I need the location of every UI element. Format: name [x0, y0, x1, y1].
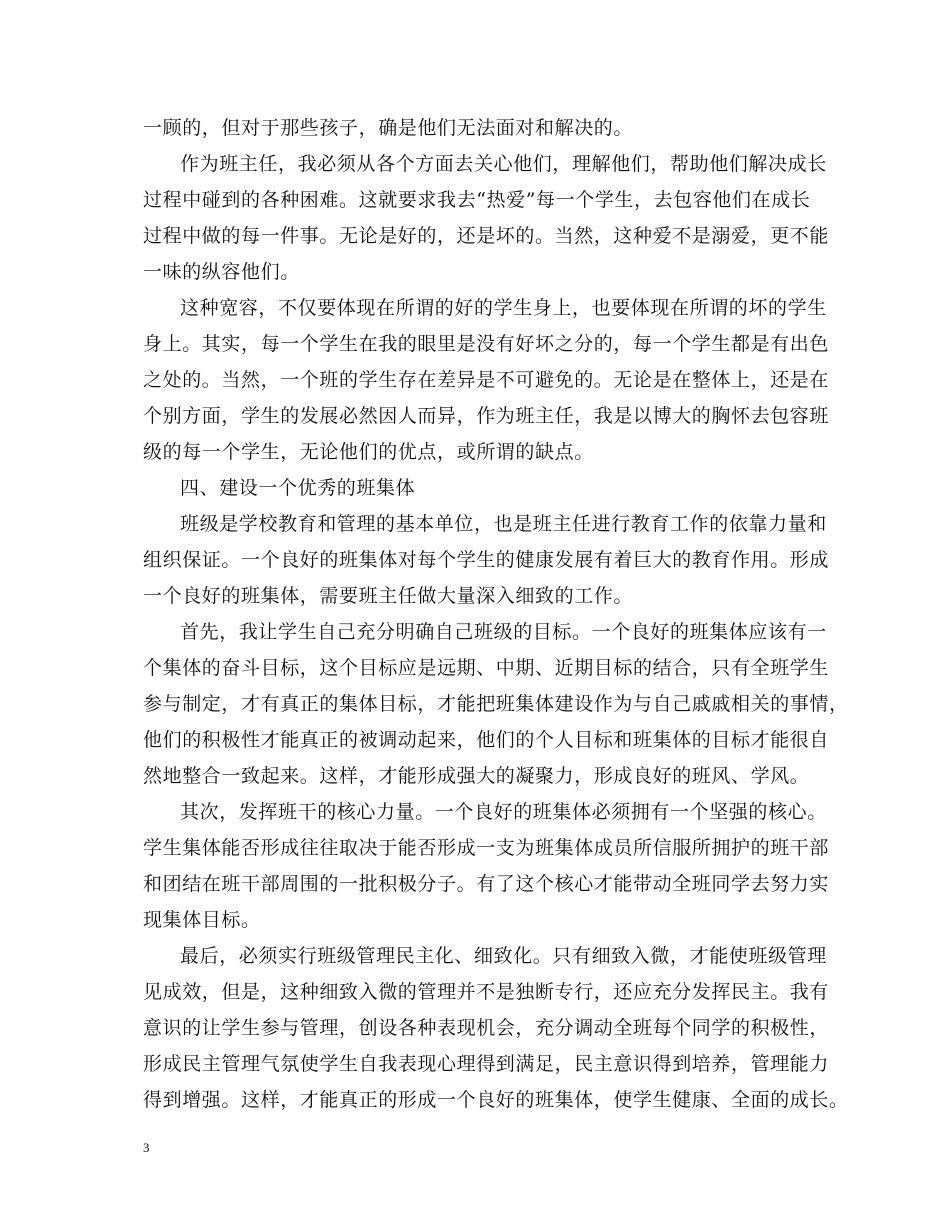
- text-line: 身上。其实，每一个学生在我的眼里是没有好坏之分的，每一个学生都是有出色: [143, 333, 830, 355]
- text-line: 过程中碰到的各种困难。这就要求我去“热爱”每一个学生，去包容他们在成长: [143, 189, 811, 211]
- text-line: 之处的。当然，一个班的学生存在差异是不可避免的。无论是在整体上，还是在: [143, 369, 830, 391]
- text-line: 他们的积极性才能真正的被调动起来，他们的个人目标和班集体的目标才能很自: [143, 729, 830, 751]
- text-line: 组织保证。一个良好的班集体对每个学生的健康发展有着巨大的教育作用。形成: [143, 549, 830, 571]
- text-line: 现集体目标。: [143, 909, 261, 931]
- page-number: 3: [143, 1140, 150, 1155]
- text-line: 见成效，但是，这种细致入微的管理并不是独断专行，还应充分发挥民主。我有: [143, 981, 830, 1003]
- text-line: 作为班主任，我必须从各个方面去关心他们，理解他们，帮助他们解决成长: [180, 153, 827, 175]
- text-line: 级的每一个学生，无论他们的优点，或所谓的缺点。: [143, 441, 594, 463]
- text-line: 学生集体能否形成往往取决于能否形成一支为班集体成员所信服所拥护的班干部: [143, 837, 830, 859]
- text-line: 和团结在班干部周围的一批积极分子。有了这个核心才能带动全班同学去努力实: [143, 873, 830, 895]
- text-line: 班级是学校教育和管理的基本单位，也是班主任进行教育工作的依靠力量和: [180, 513, 827, 535]
- text-line: 其次，发挥班干的核心力量。一个良好的班集体必须拥有一个坚强的核心。: [180, 801, 827, 823]
- text-line: 最后，必须实行班级管理民主化、细致化。只有细致入微，才能使班级管理: [180, 945, 827, 967]
- text-line: 个集体的奋斗目标，这个目标应是远期、中期、近期目标的结合，只有全班学生: [143, 657, 830, 679]
- text-line: 一顾的，但对于那些孩子，确是他们无法面对和解决的。: [143, 117, 634, 139]
- text-line: 得到增强。这样，才能真正的形成一个良好的班集体，使学生健康、全面的成长。: [143, 1089, 849, 1111]
- text-line: 个别方面，学生的发展必然因人而异，作为班主任，我是以博大的胸怀去包容班: [143, 405, 830, 427]
- text-line: 形成民主管理气氛使学生自我表现心理得到满足，民主意识得到培养，管理能力: [143, 1053, 830, 1075]
- text-line: 过程中做的每一件事。无论是好的，还是坏的。当然，这种爱不是溺爱，更不能: [143, 225, 830, 247]
- text-line: 这种宽容，不仅要体现在所谓的好的学生身上，也要体现在所谓的坏的学生: [180, 297, 827, 319]
- text-line: 一味的纵容他们。: [143, 261, 300, 283]
- text-line: 一个良好的班集体，需要班主任做大量深入细致的工作。: [143, 585, 634, 607]
- text-line: 意识的让学生参与管理，创设各种表现机会，充分调动全班每个同学的积极性，: [143, 1017, 830, 1039]
- text-line: 然地整合一致起来。这样，才能形成强大的凝聚力，形成良好的班风、学风。: [143, 765, 810, 787]
- text-line: 参与制定，才有真正的集体目标，才能把班集体建设作为与自己戚戚相关的事情，: [143, 693, 849, 715]
- text-line: 首先，我让学生自己充分明确自己班级的目标。一个良好的班集体应该有一: [180, 621, 827, 643]
- section-heading: 四、建设一个优秀的班集体: [180, 477, 416, 499]
